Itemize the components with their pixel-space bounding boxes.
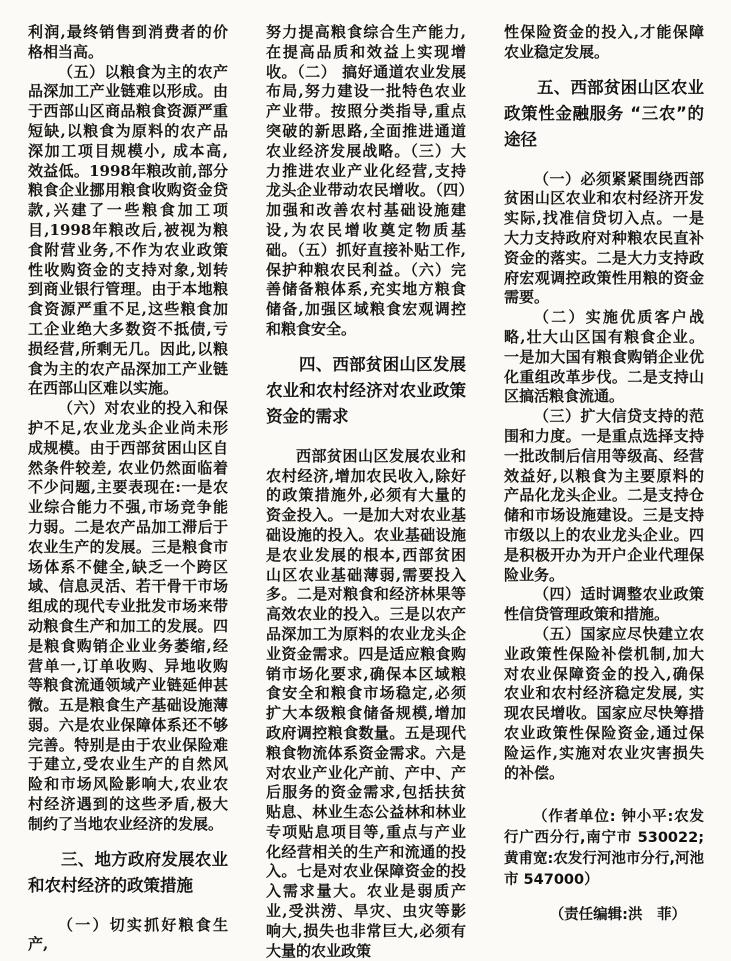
continued-paragraph-measures: 努力提高粮食综合生产能力,在提高品质和效益上实现增收。（二） 搞好通道农业发展布局,努力建设一批特色农业产业带。按照分类指导,重点突破的新思路,全面推进通道农业经济发展战略。（三）大力推进农业产业化经营,支持龙头企业带动农民增收。（四）加强和改善农村基础设施建设,为农民增收奠定物质基础。（五）抓好直接补贴工作,保护种粮农民利益。（六）完善储备粮体系,充实地方粮食储备,加强区域粮食宏观调控和粮食安全。	[266, 23, 466, 338]
pathway-paragraph-4: （四）适时调整农业政策性信贷管理政策和措施。	[504, 585, 704, 624]
funding-demand-paragraph: 西部贫困山区发展农业和农村经济,增加农民收入,除好的政策措施外,必须有大量的资金投入。一是加大对农业基础设施的投入。农业基础设施是农业发展的根本,西部贫困山区农业基础薄弱,需要投入多。二是对粮食和经济林果等高效农业的投入。三是以农产品深加工为原料的农业龙头企业资金需求。四是适应粮食购销市场化要求,确保本区域粮食安全和粮食市场稳定,必须扩大本级粮食储备规模,增加政府调控粮食数量。五是现代粮食物流体系资金需求。六是对农业产业化产前、产中、产后服务的资金需求,包括扶贫贴息、林业生态公益林和林业专项贴息项目等,重点与产业化经营相关的生产和流通的投入。七是对农业保障资金的投入需求量大。农业是弱质产业,受洪涝、旱灾、虫灾等影响大,损失也非常巨大,必须有大量的农业政策	[266, 446, 466, 960]
section-heading-5: 五、西部贫困山区农业政策性金融服务 “三农”的途径	[504, 77, 704, 149]
pathway-paragraph-1: （一）必须紧紧围绕西部贫困山区农业和农村经济开发实际,找准信贷切入点。一是大力支持政府对种粮农民直补资金的落实。二是大力支持政府宏观调控政策性用粮的资金需要。	[504, 169, 704, 307]
column-2	[266, 23, 466, 960]
section-heading-3: 三、地方政府发展农业和农村经济的政策措施	[28, 849, 228, 895]
pathway-paragraph-5: （五）国家应尽快建立农业政策性保险补偿机制,加大对农业保障资金的投入,确保农业和农村经济稳定发展, 实现农民增收。国家应尽快筹措农业政策性保险资金,通过保险运作,实施对农业灾害损失的补偿。	[504, 624, 704, 782]
section3-paragraph-1-start: （一）切实抓好粮食生产,	[28, 915, 228, 954]
pathway-paragraph-2: （二）实施优质客户战略,壮大山区国有粮食企业。一是加大国有粮食购销企业优化重组改革步伐。二是支持山区搞活粮食流通。	[504, 308, 704, 406]
column-3	[504, 23, 704, 924]
author-affiliation: （作者单位: 钟小平:农发行广西分行,南宁市 530022; 黄甫宽:农发行河池市分行,河池市 547000）	[504, 809, 704, 889]
item-paragraph-5: （五）以粮食为主的农产品深加工产业链难以形成。由于西部山区商品粮食资源严重短缺,以粮食为原料的农产品深加工项目规模小, 成本高, 效益低。1998年粮改前,部分粮食企业挪用粮食收购资金贷款,兴建了一些粮食加工项目,1998年粮改后,被视为粮食附营业务,不作为农业政策性收购资金的支持对象,划转到商业银行管理。由于本地粮食资源严重不足,这些粮食加工企业绝大多数资不抵债,亏损经营,所剩无几。因此,以粮食为主的农产品深加工产业链在西部山区难以实施。	[28, 62, 228, 398]
item-paragraph-6: （六）对农业的投入和保护不足,农业龙头企业尚未形成规模。由于西部贫困山区自然条件较差, 农业仍然面临着不少问题,主要表现在:一是农业综合能力不强,市场竞争能力弱。二是农产品加工滞后于农业生产的发展。三是粮食市场体系不健全,缺乏一个跨区域、信息灵活、若干骨干市场组成的现代专业批发市场来带动粮食生产和加工的发展。四是粮食购销企业业务萎缩,经营单一,订单收购、异地收购等粮食流通领域产业链延伸甚微。五是粮食生产基础设施薄弱。六是农业保障体系还不够完善。特别是由于农业保险难于建立,受农业生产的自然风险和市场风险影响大,农业农村经济遇到的这些矛盾,极大制约了当地农业经济的发展。	[28, 399, 228, 833]
responsible-editor: （责任编辑:洪 菲）	[549, 907, 686, 924]
continued-paragraph-insurance: 性保险资金的投入,才能保障农业稳定发展。	[504, 23, 704, 61]
continued-paragraph: 利润,最终销售到消费者的价格相当高。	[28, 23, 228, 61]
pathway-paragraph-3: （三）扩大信贷支持的范围和力度。一是重点选择支持一批改制后信用等级高、经营效益好,以粮食为主要原料的产品化龙头企业。二是支持仓储和市场设施建设。三是支持市级以上的农业龙头企业。四是积极开办为开户企业代理保险业务。	[504, 407, 704, 584]
column-1	[28, 23, 228, 954]
section-heading-4: 四、西部贫困山区发展农业和农村经济对农业政策资金的需求	[266, 354, 466, 426]
